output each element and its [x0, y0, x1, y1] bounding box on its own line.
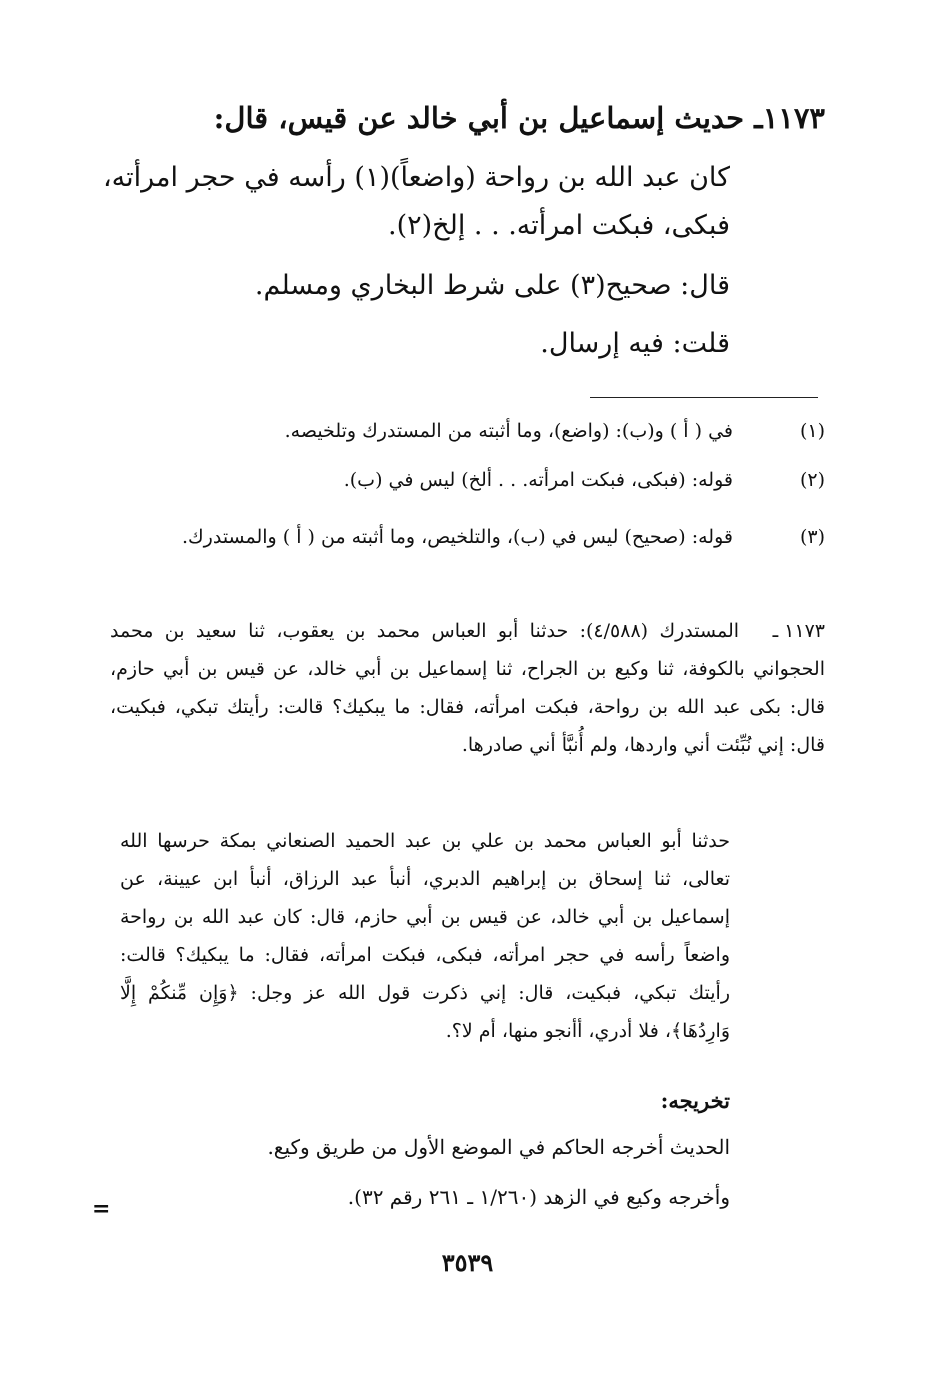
commentary-section: [110, 612, 825, 812]
takhrij-title: تخريجه:: [660, 1088, 730, 1113]
footnote: [110, 414, 825, 448]
footnote: [110, 463, 825, 497]
commentary-paragraph: [110, 612, 825, 764]
note-line: قلت: فيه إرسال.: [540, 328, 730, 359]
verdict-line: قال: صحيح(٣) على شرط البخاري ومسلم.: [254, 270, 730, 301]
footnote-number: (١): [799, 420, 825, 442]
commentary-paragraph-2: حدثنا أبو العباس محمد بن علي بن عبد الحميد الصنعاني بمكة حرسها الله تعالى، ثنا إسحاق بن إبراهيم الدبري، أنبأ عبد الرزاق، أنبأ ابن عيينة، عن إسماعيل بن أبي خالد، عن قيس بن أبي حازم، قال: كان عبد الله بن رواحة واضعاً رأسه في حجر امرأته، فبكى، فبكت امرأته، فقال: ما يبكيك؟ قالت: رأيتك تبكي، فبكيت، قال: إني ذكرت قول الله عز وجل: ﴿وَإِن مِّنكُمْ إِلَّا وَارِدُهَا﴾، فلا أدري، أأنجو منها، أم لا؟.: [120, 830, 730, 1042]
footnote-text: في ( أ ) و(ب): (واضع)، وما أثبته من المستدرك وتلخيصه.: [284, 420, 733, 442]
footnote-number: (٢): [799, 469, 825, 491]
takhrij-line: وأخرجه وكيع في الزهد (١/٢٦٠ ـ ٢٦١ رقم ٣٢).: [347, 1185, 730, 1209]
footnote-text: قوله: (فبكى، فبكت امرأته. . . ألخ) ليس في (ب).: [343, 469, 733, 491]
footnote: [110, 520, 825, 590]
commentary-text: المستدرك (٤/٥٨٨): حدثنا أبو العباس محمد بن يعقوب، ثنا سعيد بن محمد الحجواني بالكوفة، ثنا وكيع بن الجراح، ثنا إسماعيل بن أبي خالد، عن قيس بن أبي حازم، قال: بكى عبد الله بن رواحة، فبكت امرأته، فقال: ما يبكيك؟ قالت: رأيتك تبكي، فبكيت، قال: إني نُبِّئت أني واردها، ولم أُنبَّأ أني صادرها.: [110, 620, 825, 756]
hadith-line: كان عبد الله بن رواحة (واضعاً)(١) رأسه في حجر امرأته،: [102, 162, 730, 193]
commentary-number: ١١٧٣ ـ: [772, 620, 825, 642]
footnote-separator: [590, 397, 818, 398]
continuation-mark: =: [92, 1196, 111, 1222]
footnote-number: (٣): [799, 526, 825, 548]
footnote-text: قوله: (صحيح) ليس في (ب)، والتلخيص، وما أثبته من ( أ ) والمستدرك.: [181, 526, 733, 548]
page-number: ٣٥٣٩: [441, 1248, 494, 1277]
hadith-heading: ١١٧٣ـ حديث إسماعيل بن أبي خالد عن قيس، قال:: [213, 101, 825, 135]
takhrij-line: الحديث أخرجه الحاكم في الموضع الأول من طريق وكيع.: [267, 1135, 730, 1159]
hadith-line: فبكى، فبكت امرأته. . . إلخ(٢).: [387, 210, 730, 241]
